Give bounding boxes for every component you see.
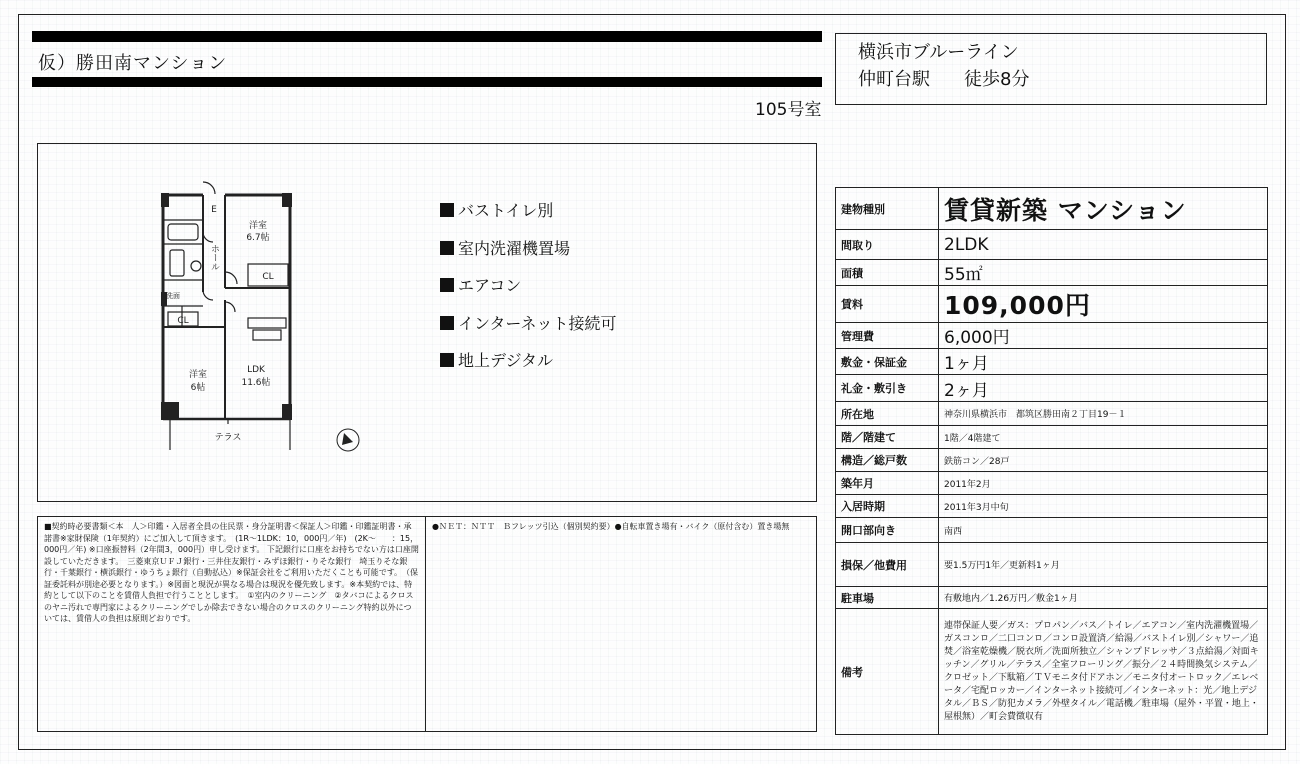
info-label: 入居時期 — [836, 495, 939, 518]
feature-text: 室内洗濯機置場 — [458, 238, 571, 258]
info-label: 間取り — [836, 230, 939, 260]
feature-item — [440, 342, 617, 380]
info-row — [836, 449, 1268, 472]
title-band-top — [32, 31, 822, 42]
info-row — [836, 286, 1268, 323]
property-info-table — [835, 187, 1268, 735]
info-value: 2011年3月中旬 — [939, 495, 1268, 518]
info-label: 階／階建て — [836, 426, 939, 449]
info-row — [836, 323, 1268, 349]
feature-list — [440, 192, 617, 380]
info-value: 1階／4階建て — [939, 426, 1268, 449]
info-value: 2LDK — [939, 230, 1268, 260]
ldk-label: LDK — [247, 365, 265, 375]
building-name: 仮）勝田南マンション — [38, 53, 228, 74]
feature-text: 地上デジタル — [458, 351, 554, 370]
room-number: 105号室 — [755, 100, 822, 120]
info-value: 6,000円 — [939, 323, 1268, 349]
square-bullet-icon — [440, 278, 454, 292]
info-value: 賃貸新築 マンション — [939, 188, 1268, 230]
bedroom2-label: 洋室 — [188, 370, 208, 380]
feature-item — [440, 267, 617, 305]
feature-item — [440, 305, 617, 343]
info-row — [836, 260, 1268, 286]
info-value: 南西 — [939, 518, 1268, 543]
info-label: 開口部向き — [836, 518, 939, 543]
info-value: 要1.5万円1年／更新料1ヶ月 — [939, 543, 1268, 587]
info-label: 建物種別 — [836, 188, 939, 230]
station-walk-row — [858, 66, 1266, 93]
info-value: 55㎡ — [939, 260, 1268, 286]
info-value: 2011年2月 — [939, 472, 1268, 495]
bedroom1-size: 6.7帖 — [246, 233, 270, 243]
info-label: 面積 — [836, 260, 939, 286]
info-label: 構造／総戸数 — [836, 449, 939, 472]
floorplan-drawing — [158, 172, 398, 472]
feature-item — [440, 192, 617, 230]
feature-text: エアコン — [458, 276, 522, 295]
floorplan-panel — [37, 143, 817, 502]
info-label: 管理費 — [836, 323, 939, 349]
info-label: 賃料 — [836, 286, 939, 323]
closet1-label: CL — [262, 272, 274, 282]
info-row — [836, 188, 1268, 230]
station-access — [835, 33, 1267, 105]
train-line: 横浜市ブルーライン — [858, 42, 1019, 63]
info-row — [836, 375, 1268, 402]
info-row — [836, 587, 1268, 609]
info-row — [836, 518, 1268, 543]
hall-label: ホール — [209, 244, 219, 271]
info-value: 神奈川県横浜市 都筑区勝田南２丁目19－１ — [939, 402, 1268, 426]
info-label: 所在地 — [836, 402, 939, 426]
info-value: 連帯保証人要／ガス：プロパン／バス／トイレ／エアコン／室内洗濯機置場／ガスコンロ／二口コンロ／コンロ設置済／給湯／バストイレ別／シャワー／追焚／浴室乾燥機／脱衣所／洗面所独立／シャンプドレッサ／３点給湯／対面キッチン／グリル／テラス／全室フローリング／振分／２４時間換気システム／クロゼット／下駄箱／ＴＶモニタ付ドアホン／モニタ付オートロック／エレベータ／宅配ロッカー／インターネット接続可／インターネット：光／地上デジタル／ＢＳ／防犯カメラ／外壁タイル／電話機／駐車場（屋外・平置・地上・屋根無）／町会費徴収有 — [939, 609, 1268, 735]
info-label: 損保／他費用 — [836, 543, 939, 587]
info-row — [836, 402, 1268, 426]
station-name: 仲町台駅 — [858, 69, 930, 90]
north-arrow-icon — [337, 429, 359, 451]
bedroom2-size: 6帖 — [190, 383, 206, 393]
info-row — [836, 349, 1268, 375]
feature-item — [440, 230, 617, 268]
square-bullet-icon — [440, 316, 454, 330]
info-row — [836, 543, 1268, 587]
contract-notes: ■契約時必要書類＜本 人＞印鑑・入居者全員の住民票・身分証明書＜保証人＞印鑑・印鑑証明書・承諾書※家財保険（1年契約）にご加入して頂きます。 (1R〜1LDK：10，000円／年) (2K〜 ：15，000円／年) ※口座振替料（2年間3，000円）申し受けます。 下記銀行に口座をお持ちでない方は口座開設していただきます。 三菱東京ＵＦＪ銀行・三井住友銀行・みずほ銀行・りそな銀行 埼玉りそな銀行・千葉銀行・横浜銀行・ゆうちょ銀行（自動払込）※保証会社をご利用いただくことも可能です。 （保証委託料が別途必要となります。）※図面と現況が異なる場合は現況を優先致します。※本契約では、特約として以下のことを賃借人負担で行うこととします。 ①室内のクリーニング ②タバコによるクロスのヤニ汚れで専門家によるクリーニングでしか除去できない場合のクロスのクリーニング特約以外については、賃借人の負担は原則どおりです。 — [37, 516, 426, 732]
info-value: 有敷地内／1.26万円／敷金1ヶ月 — [939, 587, 1268, 609]
entrance-label: E — [211, 205, 217, 215]
info-row — [836, 426, 1268, 449]
square-bullet-icon — [440, 241, 454, 255]
info-value: 鉄筋コン／28戸 — [939, 449, 1268, 472]
closet2-label: CL — [177, 316, 189, 326]
info-label: 礼金・敷引き — [836, 375, 939, 402]
info-label: 駐車場 — [836, 587, 939, 609]
square-bullet-icon — [440, 353, 454, 367]
info-value: 109,000円 — [939, 286, 1268, 323]
title-band-bottom — [32, 77, 822, 87]
info-value: 2ヶ月 — [939, 375, 1268, 402]
feature-text: インターネット接続可 — [458, 313, 617, 333]
square-bullet-icon — [440, 203, 454, 217]
bedroom1-label: 洋室 — [248, 221, 268, 231]
ldk-size: 11.6帖 — [241, 378, 271, 388]
walk-time: 徒歩8分 — [964, 69, 1030, 90]
info-value: 1ヶ月 — [939, 349, 1268, 375]
washroom-label: 洗面 — [166, 292, 180, 300]
info-row — [836, 495, 1268, 518]
terrace-label: テラス — [214, 433, 242, 443]
info-label: 築年月 — [836, 472, 939, 495]
info-label: 敷金・保証金 — [836, 349, 939, 375]
info-row — [836, 230, 1268, 260]
facility-notes: ●ＮＥＴ：ＮＴＴ Ｂフレッツ引込（個別契約要）●自転車置き場有・バイク（原付含む）置き場無 — [426, 516, 817, 732]
info-row — [836, 609, 1268, 735]
info-label: 備考 — [836, 609, 939, 735]
info-row — [836, 472, 1268, 495]
feature-text: バストイレ別 — [458, 201, 554, 220]
